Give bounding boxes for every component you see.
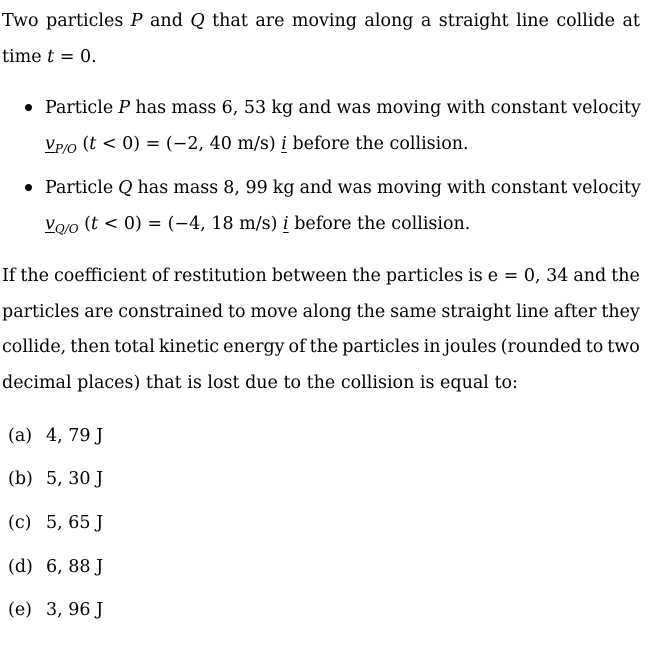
word: coefficient: [53, 266, 147, 286]
word: the: [20, 266, 50, 286]
word: they: [601, 302, 640, 322]
word: kg: [272, 178, 295, 198]
word: the: [611, 266, 640, 286]
intro-line-2: [2, 47, 97, 67]
word: velocity: [572, 178, 641, 198]
word: particles: [2, 302, 80, 322]
word: line: [516, 302, 549, 322]
word: constant: [490, 98, 567, 118]
word: is: [468, 266, 483, 286]
text: before the collision.: [286, 134, 469, 154]
word: was: [336, 98, 371, 118]
bullet-2-line-1: [45, 178, 641, 198]
word: constrained: [118, 302, 224, 322]
option-value: 4, 79 J: [46, 426, 104, 446]
option-value: 3, 96 J: [46, 600, 104, 620]
option-c[interactable]: [8, 513, 103, 533]
option-value: 6, 88 J: [46, 557, 104, 577]
word: energy: [223, 337, 285, 357]
option-b[interactable]: [8, 469, 103, 489]
text: = 0.: [54, 47, 97, 67]
var-t: t: [89, 134, 97, 154]
word: and: [150, 11, 183, 31]
bullet-1-line-2: [45, 134, 469, 154]
text: before the collision.: [288, 214, 471, 234]
option-e[interactable]: [8, 600, 103, 620]
word: kinetic: [158, 337, 220, 357]
text: (: [78, 214, 91, 234]
word: at: [622, 11, 640, 31]
velocity-vector: v: [45, 214, 55, 234]
word: velocity: [572, 98, 641, 118]
option-a[interactable]: [8, 426, 103, 446]
word: particles: [385, 266, 464, 286]
word: a: [420, 11, 432, 31]
option-value: 5, 30 J: [46, 469, 104, 489]
word: mass: [171, 98, 217, 118]
word: has: [135, 98, 167, 118]
question-line-3: [2, 337, 640, 357]
word: the: [356, 302, 386, 322]
word: are: [255, 11, 285, 31]
mass-value: 8, 99: [223, 178, 268, 198]
option-label: (c): [8, 513, 32, 533]
var-t: t: [47, 47, 55, 67]
word: particles: [342, 337, 420, 357]
bullet-icon: [25, 104, 32, 111]
text: (: [76, 134, 90, 154]
var-p: P: [118, 98, 131, 118]
word: line: [516, 11, 549, 31]
word: kg: [271, 98, 294, 118]
word: move: [250, 302, 298, 322]
word: then: [70, 337, 111, 357]
word: moving: [376, 98, 442, 118]
word: the: [309, 337, 339, 357]
word: straight: [441, 302, 512, 322]
velocity-value: < 0) = (−2, 40 m/s): [96, 134, 282, 154]
option-label: (e): [8, 600, 33, 620]
word: of: [151, 266, 169, 286]
var-q: Q: [190, 11, 205, 31]
word: was: [337, 178, 372, 198]
word: to: [585, 337, 604, 357]
word: of: [288, 337, 306, 357]
intro-line-1: [2, 11, 640, 31]
word: total: [114, 337, 155, 357]
option-value: 5, 65 J: [46, 513, 104, 533]
word: straight: [438, 11, 509, 31]
bullet-2-line-2: [45, 214, 470, 234]
word: after: [553, 302, 597, 322]
option-label: (b): [8, 469, 33, 489]
velocity-value: < 0) = (−4, 18 m/s): [98, 214, 284, 234]
word: in: [423, 337, 441, 357]
word: moving: [291, 11, 357, 31]
option-label: (d): [8, 557, 33, 577]
word: collide,: [2, 337, 67, 357]
velocity-subscript: P/O: [54, 142, 77, 156]
word: If: [2, 266, 16, 286]
word: Particle: [45, 178, 114, 198]
word: moving: [376, 178, 442, 198]
unit-vector-i: i: [281, 134, 287, 154]
unit-vector-i: i: [283, 214, 289, 234]
word: are: [84, 302, 114, 322]
word: collide: [556, 11, 616, 31]
word: along: [364, 11, 414, 31]
word: with: [446, 98, 486, 118]
word: (rounded: [500, 337, 582, 357]
question-line-4: decimal places) that is lost due to the collision is equal to:: [2, 373, 518, 393]
velocity-subscript: Q/O: [54, 222, 79, 236]
restitution-value: e = 0, 34: [487, 266, 569, 286]
var-t: t: [91, 214, 99, 234]
option-d[interactable]: [8, 557, 103, 577]
bullet-icon: [25, 184, 32, 191]
option-label: (a): [8, 426, 33, 446]
word: has: [137, 178, 169, 198]
word: Two: [2, 11, 39, 31]
word: to: [227, 302, 246, 322]
mass-value: 6, 53: [221, 98, 267, 118]
word: and: [299, 178, 333, 198]
bullet-1-line-1: [45, 98, 641, 118]
var-q: Q: [118, 178, 133, 198]
var-p: P: [130, 11, 143, 31]
word: joules: [444, 337, 497, 357]
word: and: [298, 98, 332, 118]
word: particles: [46, 11, 124, 31]
word: the: [352, 266, 381, 286]
text: time: [2, 47, 48, 67]
velocity-vector: v: [45, 134, 55, 154]
word: same: [390, 302, 437, 322]
word: mass: [173, 178, 219, 198]
word: constant: [490, 178, 568, 198]
word: with: [446, 178, 486, 198]
word: that: [212, 11, 248, 31]
word: two: [607, 337, 640, 357]
word: along: [302, 302, 352, 322]
question-line-1: [2, 266, 640, 286]
word: between: [271, 266, 348, 286]
word: and: [573, 266, 607, 286]
word: Particle: [45, 98, 114, 118]
word: restitution: [173, 266, 267, 286]
question-line-2: [2, 302, 640, 322]
